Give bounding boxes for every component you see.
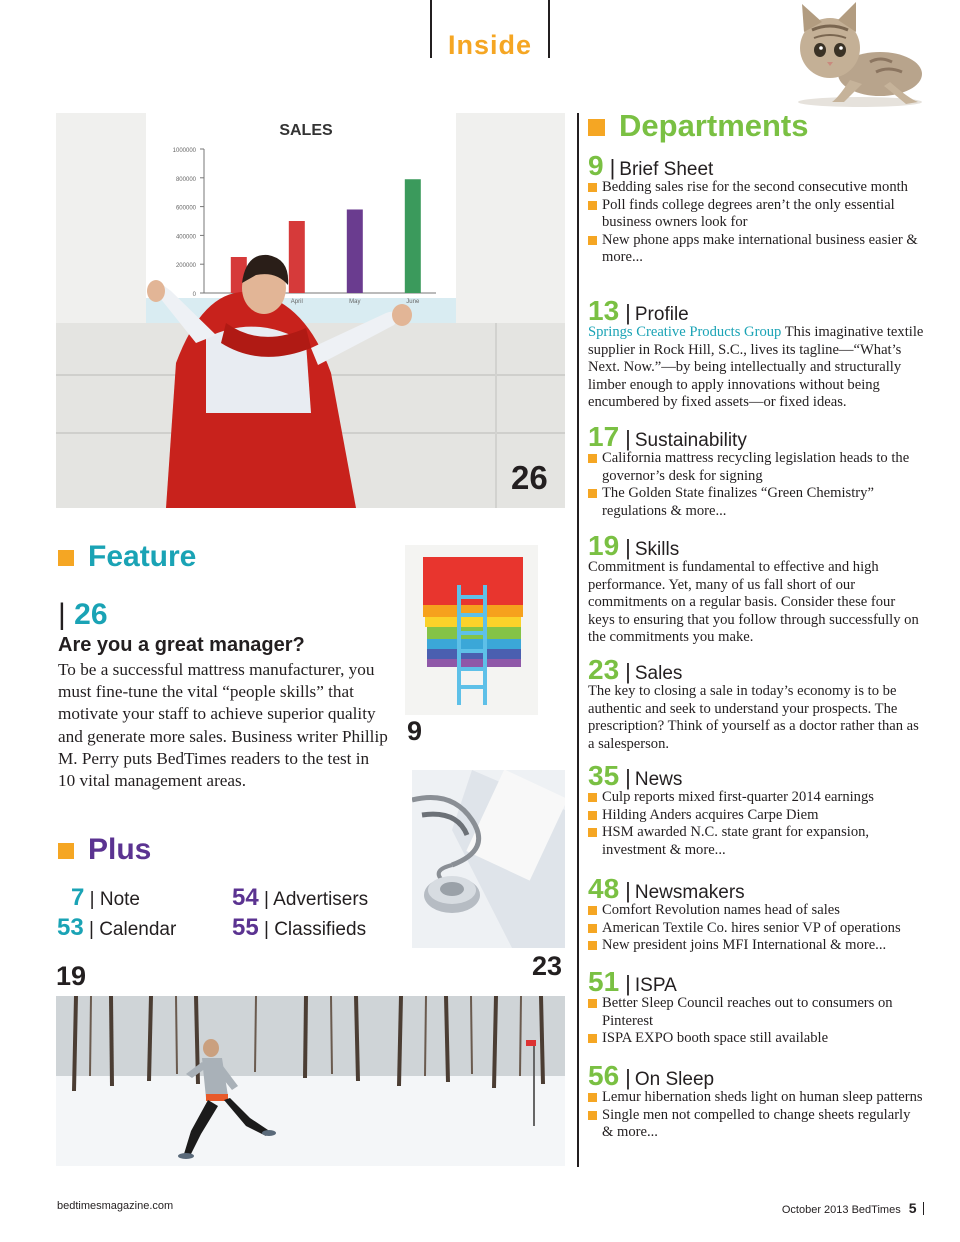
page-title: Inside (447, 30, 533, 60)
chart-bar (347, 209, 363, 293)
profile-text: Springs Creative Products Group This imaginative textile supplier in Rock Hill, S.C., lives its tagline—“What’s Next. Now.”—by being intellectually and structurally limber enough to apply innovations without being encumbered by fixed assets—or fixed ideas. (588, 324, 924, 410)
chart-y-tick-label: 800000 (175, 176, 196, 183)
sales-photo-page-number: 26 (511, 459, 548, 496)
dept-sales: 23 | Sales The key to closing a sale in today’s economy is to be authentic and seek to understand your prospects. The prescription? Think of yourself as a doctor rather than as a salesperson. (588, 654, 924, 753)
skills-text: Commitment is fundamental to effective and high performance. Yet, many of us fall short of our commitments on a regular basis. Consider these four keys to ensuring that you follow through successfully on the commitments you make. (588, 559, 919, 645)
footer-issue: October 2013 BedTimes 5 (782, 1200, 924, 1216)
dept-skills: 19 | Skills Commitment is fundamental to effective and high performance. Yet, many of us fall short of our commitments on a regular basis. Consider these four keys to ensuring that you follow through successfully on the commitments you make. (588, 530, 924, 647)
chart-x-tick-label: April (290, 299, 303, 305)
plus-heading: Plus (58, 833, 151, 867)
chart-y-tick-label: 400000 (175, 234, 196, 241)
departments-heading: Departments (588, 108, 809, 144)
list-item: American Textile Co. hires senior VP of operations (588, 920, 924, 938)
list-item: California mattress recycling legislation heads to the governor’s desk for signing (588, 450, 924, 485)
kitten-photo (780, 2, 930, 110)
list-item: New president joins MFI International & more... (588, 937, 924, 955)
list-item: Better Sleep Council reaches out to consumers on Pinterest (588, 995, 924, 1030)
dept-newsmakers: 48 | Newsmakers Comfort Revolution names head of sales American Textile Co. hires senior VP of operations New president joins MFI International & more... (588, 873, 924, 955)
departments-square-icon (588, 119, 605, 136)
chart-y-tick-label: 0 (192, 292, 196, 298)
plus-item-calendar: 53 | Calendar (57, 914, 177, 941)
chart-x-tick-label: June (406, 299, 420, 305)
list-item: Culp reports mixed first-quarter 2014 earnings (588, 789, 924, 807)
feature-title: Are you a great manager? (58, 634, 305, 656)
feature-heading: Feature (58, 540, 196, 574)
sales-text: The key to closing a sale in today’s economy is to be authentic and seek to understand your prospects. The prescription? Think of yourself as a doctor rather than as a salesperson. (588, 683, 919, 752)
plus-item-advertisers: 54 | Advertisers (232, 884, 369, 911)
inside-header-box (430, 0, 550, 58)
list-item: Poll finds college degrees aren’t the only essential business owners look for (588, 197, 924, 232)
list-item: Lemur hibernation sheds light on human sleep patterns (588, 1089, 924, 1107)
list-item: The Golden State finalizes “Green Chemistry” regulations & more... (588, 485, 924, 520)
chart-bar (289, 221, 305, 293)
books-ladder-photo (405, 545, 538, 715)
plus-item-note: 7 | Note (71, 884, 140, 911)
feature-body: To be a successful mattress manufacturer, you must fine-tune the vital “people skills” that motivate your staff to achieve superior quality and generate more sales. Business writer Phillip M. Perry puts BedTimes readers to the test in 10 vital management areas. (58, 660, 388, 791)
feature-square-icon (58, 550, 74, 566)
chart-y-tick-label: 200000 (175, 263, 196, 270)
chart-title: SALES (279, 122, 333, 139)
plus-square-icon (58, 843, 74, 859)
sales-chart-photo (56, 113, 565, 508)
list-item: New phone apps make international business easier & more... (588, 232, 924, 267)
books-photo-page-number: 9 (407, 716, 423, 746)
plus-item-classifieds: 55 | Classifieds (232, 914, 367, 941)
list-item: Single men not compelled to change sheets regularly & more... (588, 1107, 924, 1142)
list-item: Bedding sales rise for the second consecutive month (588, 179, 924, 197)
snow-runner-photo (56, 996, 565, 1166)
dept-on-sleep: 56 | On Sleep Lemur hibernation sheds light on human sleep patterns Single men not compelled to change sheets regularly & more... (588, 1060, 923, 1141)
dept-news: 35 | News Culp reports mixed first-quarter 2014 earnings Hilding Anders acquires Carpe Diem HSM awarded N.C. state grant for expansion, investment & more... (588, 760, 924, 859)
dept-ispa: 51 | ISPA Better Sleep Council reaches out to consumers on Pinterest ISPA EXPO booth space still available (588, 966, 924, 1048)
list-item: HSM awarded N.C. state grant for expansion, investment & more... (588, 824, 924, 859)
chart-x-tick-label: May (349, 299, 361, 305)
chart-y-tick-label: 600000 (175, 205, 196, 212)
list-item: Hilding Anders acquires Carpe Diem (588, 807, 924, 825)
chart-bar (405, 179, 421, 293)
stethoscope-photo (412, 770, 565, 948)
stethoscope-photo-page-number: 23 (532, 951, 563, 981)
footer-page-number: 5 (908, 1200, 917, 1216)
dept-profile: 13 | Profile Springs Creative Products Group This imaginative textile supplier in Rock Hill, S.C., lives its tagline—“What’s Next. Now.”—by being intellectually and structurally limber enough to apply innovations without being encumbered by fixed assets—or fixed ideas. (588, 295, 924, 410)
list-item: ISPA EXPO booth space still available (588, 1030, 924, 1048)
snow-photo-page-number: 19 (56, 961, 87, 991)
footer-website: bedtimesmagazine.com (57, 1200, 174, 1212)
column-divider (577, 113, 579, 1167)
feature-page-number: | 26 (58, 598, 108, 631)
dept-brief-sheet: 9 | Brief Sheet Bedding sales rise for the second consecutive month Poll finds college degrees aren’t the only essential business owners look for New phone apps make international business easier & more... (588, 150, 924, 267)
list-item: Comfort Revolution names head of sales (588, 902, 924, 920)
dept-sustainability: 17 | Sustainability California mattress recycling legislation heads to the governor’s desk for signing The Golden State finalizes “Green Chemistry” regulations & more... (588, 421, 924, 520)
chart-y-tick-label: 1000000 (172, 148, 196, 154)
